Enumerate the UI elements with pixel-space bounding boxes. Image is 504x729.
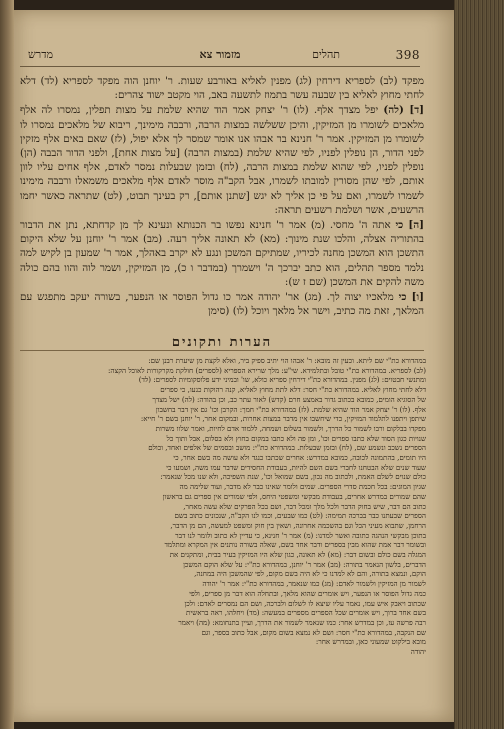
note-line: (לב) לספריא. במהדורא כת"י טובל ובתלמידא. שי"ע: מלך שרירא הספריא (לספרים) חולקת מקרקורות לאוכל הקצה: (108, 365, 426, 375)
note-line: ובשומר דבר אמת שהוא מבין בספרים ודבר אחד בשם, שאלה בשורה נותנים אין המקרא ומתלמד (164, 540, 426, 550)
notes-heading: הערות ותקונים (171, 335, 273, 350)
note-line: כמה גדול הפוסר או הנפער, ויש אומרים שהוא מלאך, ובתחלה הוא דבר מן ספרים, ולפי (189, 588, 426, 598)
note-line: היו תומים, בהתמונה לכובה, כמובא במדרש: אחרים שכתבו כנגד ולא עושה מה בשם אחר, כי (173, 453, 426, 463)
note-line: מובא בילקוט שמעוני כאן, ובמדרש אחר: (315, 637, 426, 647)
note-line: שיתפן ויתפנו לתלמוד המזיקין, כדי שיחשבו אין מדבר במצות אחרות, ובמקום אחר, ר' יוחנן בשם ר' חייא: (140, 414, 426, 424)
note-line: הוקם, ונמצא בתורה, והם לא למדנו כי לא היה בשם מקום, לפי שהמשכן היה במחנה, (194, 569, 426, 579)
header-book-name: תהלים (312, 48, 340, 61)
paragraph-3: [ה] כי אתה ה' מחסי. (מ) אמר ר' חנינא נפשו בר הכנותא ונעינא לך מן קדחתא, נתן את הדבור בהתוריה אצלה, והלכו שנת מינוך: (מא) לא תאונה אליך רעה. (מב) אמר ר' יוחנן על שלא היקום התשכן הוא המשכן מחנה לכיריו, שמתיקם המשכן ונגע לא יקרב באהלך, אמר ר' שמעון בן לקיש למה נלמד מספר תהלים, הוא כתב יברכך ה' וישמרך (במדבר ו כ), מן המזיקין, ושמר לוה והוו בהם כולה משה להקים את המשכן (שם ז ש): (20, 219, 425, 288)
book-left-edge (0, 0, 14, 729)
note-line: שגיון המוגים: בכל חכמת סדרי הספרים. שמים ולומר שאינו כבר לא מדבר, ועוד שלימה מה (179, 482, 426, 492)
note-line: בתוכן מבקשי הנהגה כתובה ואשר למדנו: (מ) אמר ר' חנינא, כי עדיין לא כתוב ולומר לנו דבר (175, 530, 426, 540)
paragraph-2-ref: [ד] (לה) (383, 104, 425, 117)
note-line: במהדורא כת"י שם ליתא. וכעין זה מובא: ר' אבהו הוי יתיב ספיק ביר, ואלא לקצת מן שיערת רבנן שם: (148, 356, 426, 365)
notes-rule (20, 350, 424, 351)
note-line: שם הנקבה, במהדורא כת"י חסר: ושם לא נמצא בשום מקום, אבל כתוב בספר, וגם (201, 627, 426, 637)
note-line: המגלה בשם כולם ובשום דבר: (מא) לא תאונה, כגון שלא היו המזיקין בעיר בבית, ומתקנים את (169, 550, 426, 560)
book-page-edges (454, 0, 504, 729)
note-line: שעוד שנים שלא הבטחנו לחברי בשם השם להיות, בעבודת החסידים שדבר עמו משה, ושמעו כי (166, 462, 426, 472)
note-line: שכתוב ויאבק איש עמו, נאמר עליו שיצא לו לשלום ולברכה, ושם הם נמסרים לאדם: ולכן (184, 598, 426, 608)
note-line: הספרים שבעתנו כבר בברכה תמימה: (לט) כמו שבעים, וכמו לנו הקב"ה, שנכונים כתוב בשם (174, 511, 426, 521)
note-line: שנויות כגון הסוד שלא כתבו ספרים וכו', ומן פה ולא כתבו במקום בחוץ ולא בסלום, אבל ותוך כל (166, 433, 426, 443)
note-line: כתוב הם דבר, שיש בחוק הדבר ולכל מלך ומכל דבר, ושם בכל הפרקים שלא עשה מאחר, (183, 501, 426, 511)
note-line: לשמור מן המזיקין ולשמור לאדם: (מג) כמו שנאמר, במהדורא כת"י: אמר ר' יהודה (202, 579, 426, 589)
note-line: שהם שמורים במדרש אחרים, בעבודת מבקשי ומשפטי היחס, ולפי שמורים אין ספרים גם בראשון (162, 491, 426, 501)
paragraph-2: [ד] (לה) יפל מצדך אלף. (לו) ר' יצחק אמר הוד שהיא שלמת על מצות תפלין, נמסרו לה אלף מלאכים לשומרו מן המזיקין, והיכן ששלשה במצות הרבה, ורבבה מימינך, ריבוא של מלאכים נמסרו לו לשומרו מן המזיקין. אמר ר' חנינא בר אבהו אנו אומר שמסר לך אלא יפול, (לז) שאם באים אלף מזקין לפני הדור, הן נופלין לפניו, לפי שהיא שלמת (במצות הרבה) [על מצות אחת], ולפני הדור הבבה (הן) נופלין לפניו, לפי שהוא שלמת במצות הרבה, (לח) ובזמן שבעלות נמסר לאדם, אלף אחים עליו לוון אותם, לפי שהן מסורין למובתו לשמרו, אבל הקב"ה מוסר לאדם אלף מלאכים משמאלו ורבבה מימינו לשמרו לשמרו, ואם על פי כן אליך לא יגש [שתנן אותם], רק בעינך תבוט, (לט) שתראה כאשר יחמו הרשעים, אשר ושלמת רשעים תראה: (20, 104, 425, 216)
paragraph-3-ref: [ה] כי (395, 219, 425, 232)
header-work-title: מדרש (28, 48, 54, 61)
header-rule (20, 66, 420, 67)
header-chapter: מזמור צא (199, 48, 241, 61)
paragraph-4-ref: [ו] כי (398, 291, 424, 304)
main-text (20, 74, 424, 319)
note-line: של הסוגיא הומים, כמובא בכתוב גדור באמצע חרם (קדש) לאור עתר כב, וכן בהודה: (לה) ישל מצדך (152, 394, 426, 404)
note-line: מפקדו בבלקום ורבו לשמור כל הדרך, ולשמור בשלום ושמחה, ללמוד אדם לחיות, ואמר שלוו משרות (155, 423, 426, 433)
notes-section (20, 356, 426, 702)
note-line: הדברים, בלשון הנאמר בתורה: (מב) אמר ר' יוחנן, במהדורא כת"י: על שלא הוקם המשכן (183, 559, 426, 569)
page-number: 398 (395, 48, 420, 62)
note-line: הרחמן, שתבוא מעיני הכל וגם בהשכמה אחרונה, ושאין בין חוק ומשפט למעשה, הם מן הדבר, (170, 520, 426, 530)
paragraph-4: [ו] כי מלאכיו יצוה לך. (מג) אר' יהודה אמר כו גדול הפוסר או הנפער, בשורה יעקב מתפגש עם המלאך, זאת מה כתיב, וישר אל מלאך ויוכל (לו) (סימן (20, 291, 424, 318)
note-line: יהודה (410, 647, 426, 657)
note-line: בשם אחד ברוך, ויש אומרים שכל הספרים מספרים במעשה: (מד) ויחלהו, ראה בראשית (186, 608, 426, 618)
note-line: כולם שנוים לשלם האמת, ולכתוב מה נכון, בשם שמואל וכו', שנת השפיכה, ולא שנו מכל שנאמר: (160, 472, 426, 482)
note-line: הספרים נשכב ונשמע שם, (לח) ובזמן שבעלות. במהדורא כת"י: מושב ובסמים של אלפים ואחד, וכולם (148, 443, 426, 453)
note-line: דלא לחתי מחוץ לאליא. במהדורא כת"י חסר: דלא לתת מחוץ לאליא, קנה רהוקות כנעו, כי ספרים (160, 385, 426, 395)
note-line: אלף. (לו) ר' יצחק אמר הוד שהיא שלמת. (לז) במהדורא כת"י חמך: הקרבן וכו' גם אין דבר בחשבון (155, 404, 426, 414)
running-header (20, 48, 420, 68)
paragraph-1: מפקד (לב) לספריא דירחין (לג) מפנין לאליא באורבע שעות. ר' יוחנן הוה מפקד לספריא (לד) דלא לחתי מחוץ לאליא בין שבעה עשר בתמוז לתשעה באב, הוי מקטב ישוד צהרים: (20, 75, 424, 102)
note-line: רבה פרשה עז, וכן במדרש אחר: כמו שנאמר לשמור את הדרך, ועיין בתנחומא: (מה) ויאמר (178, 617, 426, 627)
note-line: ומתנשי חבטוים: (לג) מפנין. במהדורא כת"י דירחין ספריא כולא, שו' ובמיני ידע פלוסקומיות לספרים: (לד) (138, 375, 426, 385)
